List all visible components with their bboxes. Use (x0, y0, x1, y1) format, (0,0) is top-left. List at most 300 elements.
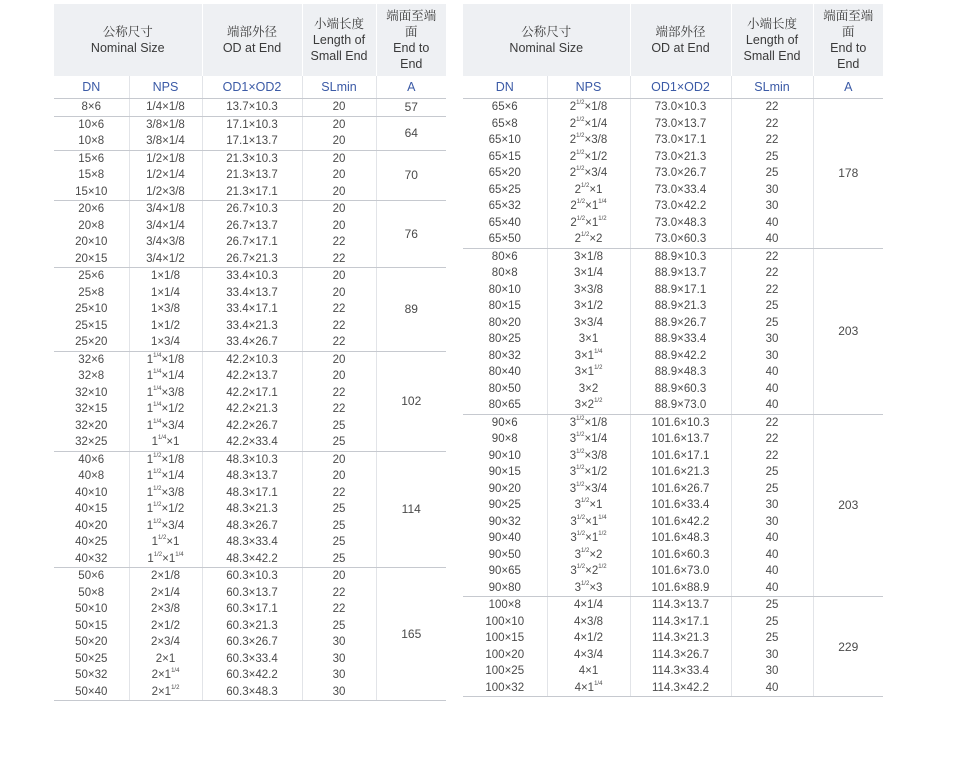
od-value: 88.9×42.2 (654, 349, 707, 362)
od-value: 26.7×13.7 (226, 219, 278, 232)
nps-value: $1^{1/4}\times 3/4$ (146, 418, 185, 432)
sl-cell (302, 99, 376, 117)
nps-value: $2\times 1^{1/2}$ (151, 684, 180, 698)
nps-value: $3^{1/2}\times 1^{1/4}$ (570, 514, 607, 528)
left-dimension-table (54, 4, 446, 701)
dn-value: 80×40 (488, 366, 521, 378)
nps-value: $1^{1/2}\times 3/8$ (146, 485, 185, 499)
sl-value: 20 (332, 570, 346, 582)
nps-value: 2×3/4 (150, 636, 181, 648)
sl-value: 20 (332, 185, 346, 198)
nominal-size-header: 公称尺寸 Nominal Size (463, 4, 630, 76)
od-cell (202, 150, 302, 201)
nps-value: $3^{1/2}\times 1/4$ (569, 432, 608, 445)
nps-value: $1^{1/2}\times 3/4$ (146, 518, 185, 532)
od-value: 73.0×26.7 (654, 167, 707, 179)
table-row-group (54, 351, 446, 451)
dn-value: 80×50 (488, 382, 521, 395)
od-value: 60.3×21.3 (226, 619, 278, 632)
sl-value: 20 (332, 353, 346, 366)
sl-cell (731, 597, 813, 697)
nps-value: $1^{1/4}\times 1/4$ (146, 369, 185, 382)
od-value: 21.3×17.1 (226, 185, 278, 198)
dn-cell (463, 99, 547, 249)
a-value: 64 (376, 116, 446, 150)
dn-value: 100×15 (485, 632, 525, 644)
sl-value: 30 (765, 333, 779, 345)
dn-value: 50×20 (75, 636, 108, 648)
sl-value: 25 (332, 519, 346, 532)
dn-value: 15×6 (78, 152, 105, 165)
dn-value: 90×8 (491, 433, 518, 445)
table-row-group (54, 268, 446, 352)
od-value: 48.3×17.1 (226, 486, 278, 499)
od-value: 73.0×10.3 (654, 101, 707, 113)
od-value: 114.3×42.2 (651, 681, 710, 694)
sl-value: 22 (765, 283, 779, 296)
nps-cell (129, 150, 202, 201)
nps-value: $3^{1/2}\times 1/2$ (569, 465, 608, 478)
od-value: 42.2×13.7 (226, 370, 278, 382)
dn-value: 25×8 (78, 286, 105, 299)
sl-value: 22 (765, 449, 779, 462)
dn-cell (54, 116, 129, 150)
od-value: 42.2×10.3 (226, 353, 278, 366)
nps-value: 2×1/8 (150, 570, 181, 582)
sl-value: 22 (332, 236, 346, 248)
nps-cell (547, 597, 630, 697)
nps-value: 3×3/4 (573, 316, 604, 329)
od-value: 42.2×26.7 (226, 419, 278, 432)
dn-value: 80×6 (491, 250, 518, 263)
right-table-body (463, 99, 883, 697)
sl-value: 25 (765, 150, 779, 163)
table-row-group (54, 451, 446, 568)
od-value: 48.3×33.4 (226, 536, 278, 548)
nps-value: 4×1/2 (573, 632, 604, 644)
od-cell (202, 99, 302, 117)
nps-value: $2^{1/2}\times 2$ (574, 232, 603, 245)
od-value: 101.6×48.3 (651, 532, 710, 544)
od-at-end-header: 端部外径 OD at End (630, 4, 731, 76)
dn-value: 80×25 (488, 333, 521, 345)
nps-value: 3/4×1/2 (146, 252, 185, 265)
dn-value: 80×8 (491, 267, 518, 279)
nps-value: 3/4×1/8 (146, 203, 185, 215)
sl-value: 25 (765, 316, 779, 329)
sl-value: 20 (332, 470, 346, 482)
dn-value: 100×8 (488, 599, 521, 611)
sl-value: 25 (332, 419, 346, 432)
nps-value: $1^{1/4}\times 3/8$ (146, 385, 185, 399)
sl-value: 25 (332, 619, 346, 632)
dn-cell (54, 201, 129, 268)
od-value: 114.3×33.4 (651, 665, 710, 677)
od-cell (202, 116, 302, 150)
nps-value: 3×2 (578, 382, 599, 395)
nps-value: 2×1 (155, 652, 176, 665)
sl-value: 40 (765, 581, 779, 594)
sl-value: 25 (765, 632, 779, 644)
dn-value: 65×6 (491, 101, 518, 113)
sl-value: 40 (765, 532, 779, 544)
nps-value: 3×3/8 (573, 283, 604, 296)
nps-value: 3/4×1/4 (146, 219, 185, 232)
sl-value: 22 (765, 250, 779, 263)
dn-value: 32×20 (75, 419, 108, 432)
dn-value: 25×15 (75, 319, 108, 332)
sl-value: 25 (332, 536, 346, 548)
nps-column-header: NPS (129, 76, 202, 99)
od-value: 33.4×13.7 (226, 286, 278, 299)
od-value: 73.0×33.4 (654, 183, 707, 196)
sl-value: 25 (765, 615, 779, 628)
a-value: 70 (376, 150, 446, 201)
od-value: 101.6×10.3 (651, 416, 710, 429)
nps-value: 3/8×1/8 (146, 118, 185, 131)
nps-value: 1×1/8 (150, 270, 181, 282)
nps-value: 4×1/4 (573, 599, 604, 611)
dn-value: 40×20 (75, 519, 108, 532)
od-value: 101.6×33.4 (651, 499, 710, 511)
od-value: 42.2×21.3 (226, 403, 278, 415)
a-value: 57 (376, 99, 446, 117)
nps-value: 1×3/4 (150, 336, 181, 348)
a-value: 102 (376, 351, 446, 451)
sl-value: 30 (765, 183, 779, 196)
od-value: 73.0×21.3 (654, 150, 707, 163)
sl-value: 20 (332, 453, 346, 466)
sl-value: 40 (765, 548, 779, 561)
od-value: 48.3×26.7 (226, 519, 278, 532)
sl-value: 25 (332, 503, 346, 515)
nominal-size-header: 公称尺寸 Nominal Size (54, 4, 202, 76)
dn-cell (463, 414, 547, 597)
od-value: 26.7×10.3 (226, 203, 278, 215)
dn-value: 65×10 (488, 134, 521, 146)
sl-value: 22 (765, 101, 779, 113)
sl-value: 20 (332, 152, 346, 165)
dn-column-header: DN (463, 76, 547, 99)
nps-value: $3\times 2^{1/2}$ (574, 398, 603, 411)
sl-value: 30 (332, 652, 346, 665)
a-column-header: A (813, 76, 883, 99)
nps-value: $2^{1/2}\times 3/8$ (569, 133, 608, 146)
table-row-group (463, 597, 883, 697)
od-column-header: OD1×OD2 (630, 76, 731, 99)
nps-value: 3×1/8 (573, 250, 604, 263)
nps-value: $3\times 1^{1/2}$ (574, 365, 603, 378)
a-value: 165 (376, 568, 446, 701)
dn-value: 90×10 (488, 449, 521, 462)
od-value: 101.6×88.9 (651, 581, 710, 594)
dn-column-header: DN (54, 76, 129, 99)
od-value: 101.6×26.7 (651, 482, 710, 495)
nps-value: $3^{1/2}\times 3$ (574, 580, 603, 594)
dn-value: 50×40 (75, 685, 108, 698)
nps-value: 2×1/2 (150, 619, 181, 632)
nps-cell (129, 268, 202, 352)
dn-value: 40×8 (78, 470, 105, 482)
dn-value: 65×15 (488, 150, 521, 163)
dn-cell (54, 451, 129, 568)
dn-value: 90×25 (488, 499, 521, 511)
dn-value: 65×50 (488, 233, 521, 245)
dn-value: 8×6 (81, 101, 101, 113)
sl-value: 22 (765, 267, 779, 279)
nps-cell (129, 351, 202, 451)
nps-value: $3^{1/2}\times 2^{1/2}$ (570, 564, 607, 577)
nps-value: $1^{1/2}\times 1^{1/4}$ (147, 551, 184, 565)
od-value: 13.7×10.3 (226, 101, 278, 113)
od-column-header: OD1×OD2 (202, 76, 302, 99)
nps-value: $3^{1/2}\times 3/8$ (569, 448, 608, 462)
nps-value: 1×1/4 (150, 286, 181, 299)
nps-value: 3×1/2 (573, 300, 604, 312)
dn-cell (54, 351, 129, 451)
end-to-end-header: 端面至端 面 End to End (813, 4, 883, 76)
od-cell (630, 99, 731, 249)
sl-value: 20 (332, 270, 346, 282)
od-value: 21.3×13.7 (226, 169, 278, 181)
dn-value: 65×8 (491, 117, 518, 130)
dn-value: 25×10 (75, 303, 108, 315)
nps-value: $2^{1/2}\times 1/8$ (569, 100, 608, 113)
sl-value: 25 (765, 466, 779, 478)
dn-cell (463, 248, 547, 414)
sl-value: 40 (765, 565, 779, 577)
nps-value: $2\times 1^{1/4}$ (151, 668, 180, 681)
nps-value: 2×1/4 (150, 586, 181, 599)
od-value: 48.3×21.3 (226, 503, 278, 515)
od-value: 60.3×17.1 (226, 603, 278, 615)
dn-value: 20×6 (78, 203, 105, 215)
sl-cell (302, 451, 376, 568)
od-value: 73.0×60.3 (654, 233, 707, 245)
dn-value: 20×8 (78, 219, 105, 232)
od-cell (630, 597, 731, 697)
sl-value: 20 (332, 169, 346, 181)
table-row-group (463, 414, 883, 597)
dn-value: 40×6 (78, 453, 105, 466)
dn-cell (54, 268, 129, 352)
dn-value: 90×6 (491, 416, 518, 429)
sl-value: 25 (765, 599, 779, 611)
small-end-length-header: 小端长度 Length of Small End (731, 4, 813, 76)
sl-value: 22 (765, 416, 779, 429)
nps-value: $3^{1/2}\times 1^{1/2}$ (570, 531, 607, 544)
nps-value: $2^{1/2}\times 1/4$ (569, 116, 608, 130)
od-cell (202, 201, 302, 268)
dn-value: 20×10 (75, 236, 108, 248)
od-value: 26.7×17.1 (226, 236, 278, 248)
nps-cell (547, 414, 630, 597)
nps-value: 4×1 (578, 665, 599, 677)
nps-column-header: NPS (547, 76, 630, 99)
dn-value: 50×32 (75, 669, 108, 681)
sl-value: 20 (332, 118, 346, 131)
dn-value: 80×15 (488, 300, 521, 312)
dn-value: 65×32 (488, 200, 521, 212)
dn-value: 40×25 (75, 536, 108, 548)
dn-value: 50×25 (75, 652, 108, 665)
dn-value: 32×15 (75, 403, 108, 415)
a-column-header: A (376, 76, 446, 99)
dn-value: 15×10 (75, 185, 108, 198)
sl-value: 40 (765, 233, 779, 245)
nps-value: 3/4×3/8 (146, 236, 185, 248)
dn-value: 90×50 (488, 548, 521, 561)
sl-cell (302, 351, 376, 451)
sl-value: 40 (765, 382, 779, 395)
sl-value: 22 (332, 586, 346, 599)
dn-value: 80×20 (488, 316, 521, 329)
table-row-group (463, 248, 883, 414)
dn-value: 50×6 (78, 570, 105, 582)
nps-value: $3^{1/2}\times 1$ (574, 498, 603, 511)
table-row-group (54, 116, 446, 150)
dn-value: 25×6 (78, 270, 105, 282)
dn-value: 100×10 (485, 615, 525, 628)
od-value: 88.9×48.3 (654, 366, 707, 378)
od-value: 60.3×13.7 (226, 586, 278, 599)
dn-cell (54, 568, 129, 701)
od-value: 17.1×13.7 (226, 135, 278, 147)
sl-value: 22 (332, 336, 346, 348)
nps-value: 1×1/2 (150, 319, 181, 332)
dn-value: 80×65 (488, 399, 521, 411)
sl-value: 22 (332, 486, 346, 499)
od-value: 26.7×21.3 (226, 252, 278, 265)
sl-cell (731, 248, 813, 414)
nps-value: $1^{1/4}\times 1/8$ (146, 352, 185, 366)
od-value: 88.9×21.3 (654, 300, 707, 312)
nps-cell (129, 201, 202, 268)
od-value: 73.0×42.2 (654, 200, 707, 212)
a-value: 229 (813, 597, 883, 697)
nps-value: 3×1/4 (573, 267, 604, 279)
od-value: 101.6×21.3 (651, 466, 710, 478)
sl-value: 30 (332, 685, 346, 698)
sl-value: 22 (765, 117, 779, 130)
od-value: 60.3×42.2 (226, 669, 278, 681)
nps-value: $1^{1/4}\times 1/2$ (146, 402, 185, 415)
dn-value: 90×15 (488, 466, 521, 478)
nps-value: 1/2×1/4 (146, 169, 185, 181)
nps-value: 2×3/8 (150, 603, 181, 615)
sl-value: 22 (332, 386, 346, 399)
table-row-group (54, 568, 446, 701)
nps-value: 4×3/4 (573, 648, 604, 661)
sl-cell (302, 116, 376, 150)
od-value: 88.9×10.3 (654, 250, 707, 263)
od-value: 88.9×26.7 (654, 316, 707, 329)
a-value: 203 (813, 414, 883, 597)
a-value: 114 (376, 451, 446, 568)
od-value: 21.3×10.3 (226, 152, 278, 165)
sl-value: 20 (332, 135, 346, 147)
sl-value: 25 (765, 482, 779, 495)
sl-value: 22 (765, 433, 779, 445)
nps-cell (129, 568, 202, 701)
sl-cell (731, 99, 813, 249)
nps-value: 1×3/8 (150, 303, 181, 315)
od-value: 33.4×26.7 (226, 336, 278, 348)
table-row-group (54, 201, 446, 268)
nps-cell (547, 248, 630, 414)
od-cell (630, 414, 731, 597)
sl-value: 20 (332, 101, 346, 113)
a-value: 178 (813, 99, 883, 249)
sl-value: 22 (332, 603, 346, 615)
od-value: 88.9×13.7 (654, 267, 707, 279)
dn-value: 15×8 (78, 169, 105, 181)
sl-value: 25 (332, 552, 346, 565)
od-cell (630, 248, 731, 414)
nps-value: $1^{1/2}\times 1/8$ (146, 452, 185, 466)
sl-value: 25 (332, 436, 346, 448)
od-value: 114.3×17.1 (651, 615, 710, 628)
od-value: 88.9×60.3 (654, 382, 707, 395)
dn-cell (54, 99, 129, 117)
nps-value: $4\times 1^{1/4}$ (574, 680, 603, 694)
dn-value: 10×8 (78, 135, 105, 147)
od-value: 88.9×33.4 (654, 333, 707, 345)
nps-value: 1/2×3/8 (146, 185, 185, 198)
dn-value: 65×20 (488, 167, 521, 179)
sl-value: 20 (332, 286, 346, 299)
sl-value: 25 (765, 167, 779, 179)
od-value: 42.2×17.1 (226, 386, 278, 399)
od-cell (202, 268, 302, 352)
nps-value: $3\times 1^{1/4}$ (574, 348, 603, 362)
sl-value: 40 (765, 216, 779, 229)
table-row-group (463, 99, 883, 249)
a-value: 89 (376, 268, 446, 352)
od-value: 60.3×10.3 (226, 570, 278, 582)
dn-value: 50×8 (78, 586, 105, 599)
nps-cell (547, 99, 630, 249)
od-value: 101.6×42.2 (651, 515, 710, 528)
od-value: 88.9×73.0 (654, 399, 707, 411)
od-value: 33.4×21.3 (226, 319, 278, 332)
end-to-end-header: 端面至端 面 End to End (376, 4, 446, 76)
dn-value: 90×40 (488, 532, 521, 544)
nps-value: $1^{1/4}\times 1$ (151, 435, 180, 448)
table-row-group (54, 99, 446, 117)
od-value: 73.0×13.7 (654, 117, 707, 130)
nps-value: 3/8×1/4 (146, 135, 185, 147)
dn-value: 40×10 (75, 486, 108, 499)
dn-value: 100×25 (485, 665, 525, 677)
nps-value: $2^{1/2}\times 3/4$ (569, 166, 608, 179)
nps-value: $3^{1/2}\times 1/8$ (569, 415, 608, 429)
sl-value: 22 (765, 134, 779, 146)
small-end-length-header: 小端长度 Length of Small End (302, 4, 376, 76)
od-cell (202, 351, 302, 451)
dn-value: 32×25 (75, 436, 108, 448)
od-value: 114.3×13.7 (651, 599, 710, 611)
dn-value: 32×6 (78, 353, 105, 366)
sl-column-header: SLmin (302, 76, 376, 99)
nps-value: $2^{1/2}\times 1/2$ (569, 149, 608, 163)
od-value: 101.6×60.3 (651, 548, 710, 561)
a-value: 76 (376, 201, 446, 268)
dn-value: 90×80 (488, 581, 521, 594)
dn-value: 20×15 (75, 252, 108, 265)
od-value: 17.1×10.3 (226, 118, 278, 131)
dn-value: 100×20 (485, 648, 525, 661)
